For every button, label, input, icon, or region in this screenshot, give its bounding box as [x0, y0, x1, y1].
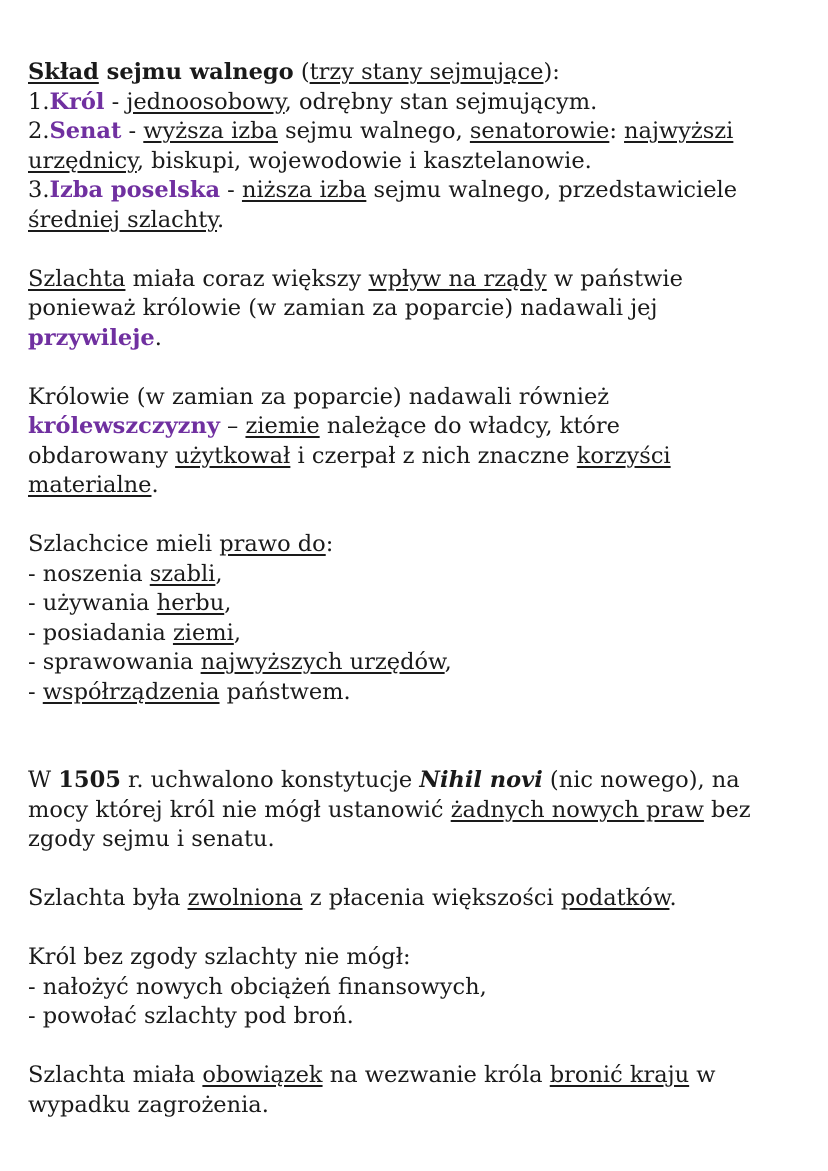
text-line: [28, 383, 818, 413]
text: –: [219, 413, 246, 439]
list-item-izba-poselska: [28, 176, 818, 206]
section-szlachta-influence: [28, 265, 818, 354]
list-number: 1.: [28, 88, 50, 115]
text-line: [28, 766, 818, 796]
text-line: [28, 412, 818, 442]
text: -: [121, 118, 144, 144]
sejm-heading: [28, 58, 818, 88]
underlined-term: wyższa izba: [143, 118, 278, 144]
text: ponieważ królowie (w zamian za poparcie) nadawali jej: [28, 295, 658, 321]
text: , odrębny stan sejmującym.: [284, 88, 598, 115]
paragraph-gap: [28, 501, 818, 531]
text: ):: [543, 59, 560, 85]
highlighted-term: Senat: [49, 118, 122, 144]
text: ,: [233, 619, 241, 646]
text: wypadku zagrożenia.: [28, 1091, 269, 1118]
text: - używania: [28, 590, 157, 616]
text: (nic nowego), na: [542, 767, 740, 793]
text: -: [28, 678, 43, 705]
underlined-term: prawo do: [219, 531, 326, 557]
text: ,: [215, 560, 223, 587]
underlined-term: obowiązek: [202, 1062, 323, 1088]
text: Szlachta miała: [28, 1062, 203, 1088]
underlined-term: szabli: [149, 560, 216, 587]
text: zgody sejmu i senatu.: [28, 826, 275, 852]
text-line: [28, 324, 818, 354]
underlined-term: urzędnicy: [28, 147, 137, 174]
section-szlachta-rights: [28, 530, 818, 707]
list-number: 3.: [28, 177, 50, 203]
list-item: [28, 973, 818, 1003]
text-line: [28, 825, 818, 855]
constitution-name: Nihil novi: [419, 767, 543, 793]
section-nihil-novi: [28, 766, 818, 855]
list-item-senat: [28, 117, 818, 147]
list-item: [28, 1002, 818, 1032]
underlined-term: herbu: [156, 590, 225, 616]
text: ,: [224, 590, 232, 616]
underlined-term: ziemie: [245, 413, 320, 439]
section-krolewszczyzny: [28, 383, 818, 501]
text: .: [154, 324, 162, 351]
text: sejmu walnego,: [277, 118, 470, 144]
list-item: [28, 678, 818, 708]
underlined-term: wpływ na rządy: [368, 265, 547, 292]
paragraph-gap: [28, 855, 818, 885]
year: 1505: [58, 767, 121, 793]
highlighted-term: przywileje: [28, 324, 155, 351]
text: .: [151, 472, 159, 498]
underlined-term: Szlachta: [28, 265, 126, 292]
text: -: [220, 177, 242, 203]
paragraph-gap: [28, 914, 818, 944]
text: Królowie (w zamian za poparcie) nadawali również: [28, 383, 610, 410]
text: - nałożyć nowych obciążeń finansowych,: [28, 973, 487, 1000]
section-king-limits: [28, 943, 818, 1032]
text-line: [28, 1061, 818, 1091]
text: Król bez zgody szlachty nie mógł:: [28, 944, 411, 970]
text-line: [28, 471, 818, 501]
text: na wezwanie króla: [322, 1062, 550, 1088]
underlined-term: korzyści: [576, 442, 671, 469]
text: należące do władcy, które: [319, 413, 620, 439]
underlined-term: materialne: [28, 472, 152, 498]
list-item: [28, 648, 818, 678]
text: Szlachta była: [28, 885, 188, 911]
text: mocy której król nie mógł ustanowić: [28, 796, 451, 823]
underlined-term: podatków: [560, 885, 670, 911]
underlined-term: żadnych nowych praw: [450, 796, 704, 823]
text: miała coraz większy: [125, 265, 369, 292]
list-item-krol: [28, 88, 818, 118]
text: .: [217, 206, 225, 233]
text: - sprawowania: [28, 649, 201, 675]
list-item: [28, 560, 818, 590]
underlined-term: ziemi: [172, 619, 234, 646]
section-sejm-composition: [28, 58, 818, 235]
text: obdarowany: [28, 442, 176, 469]
text: , biskupi, wojewodowie i kasztelanowie.: [136, 147, 592, 174]
underlined-term: trzy stany sejmujące: [309, 59, 544, 85]
text: w państwie: [546, 265, 683, 292]
paragraph-gap: [28, 707, 818, 766]
underlined-term: najwyższi: [624, 118, 734, 144]
highlighted-term: Król: [49, 88, 105, 115]
text: (: [293, 59, 310, 85]
underlined-term: senatorowie: [469, 118, 610, 144]
underlined-term: najwyższych urzędów: [200, 649, 445, 675]
underlined-term: średniej szlachty: [28, 206, 218, 233]
text: państwem.: [219, 678, 351, 705]
section-tax-exemption: [28, 884, 818, 914]
highlighted-term: królewszczyzny: [28, 413, 220, 439]
heading-emphasis: Skład: [28, 59, 99, 85]
text: r. uchwalono konstytucje: [120, 767, 420, 793]
underlined-term: jednoosobowy: [126, 88, 285, 115]
text: bez: [703, 796, 751, 823]
underlined-term: niższa izba: [241, 177, 367, 203]
highlighted-term: Izba poselska: [49, 177, 221, 203]
underlined-term: współrządzenia: [42, 678, 220, 705]
underlined-term: bronić kraju: [549, 1062, 690, 1088]
text-line: [28, 796, 818, 826]
heading-bold: sejmu walnego: [98, 59, 294, 85]
text-line: [28, 442, 818, 472]
text: .: [669, 885, 677, 911]
text-line: [28, 294, 818, 324]
text: -: [104, 88, 127, 115]
document-page: [28, 58, 818, 1120]
list-number: 2.: [28, 118, 50, 144]
text-line: [28, 206, 818, 236]
section-defense-duty: [28, 1061, 818, 1120]
text-line: [28, 530, 818, 560]
text: Szlachcice mieli: [28, 531, 220, 557]
list-item: [28, 619, 818, 649]
paragraph-gap: [28, 353, 818, 383]
text: sejmu walnego, przedstawiciele: [366, 177, 738, 203]
text: :: [325, 531, 334, 557]
list-item: [28, 589, 818, 619]
text: w: [689, 1062, 716, 1088]
text: i czerpał z nich znaczne: [290, 442, 577, 469]
text-line: [28, 943, 818, 973]
text: z płacenia większości: [302, 885, 561, 911]
text: - noszenia: [28, 560, 150, 587]
text-line: [28, 265, 818, 295]
text: ,: [444, 649, 452, 675]
paragraph-gap: [28, 1032, 818, 1062]
text: W: [28, 767, 59, 793]
text-line: [28, 147, 818, 177]
text: - powołać szlachty pod broń.: [28, 1003, 354, 1029]
underlined-term: zwolniona: [187, 885, 303, 911]
paragraph-gap: [28, 235, 818, 265]
text: :: [609, 118, 625, 144]
text-line: [28, 1091, 818, 1121]
text: - posiadania: [28, 619, 173, 646]
text-line: [28, 884, 818, 914]
underlined-term: użytkował: [175, 442, 291, 469]
